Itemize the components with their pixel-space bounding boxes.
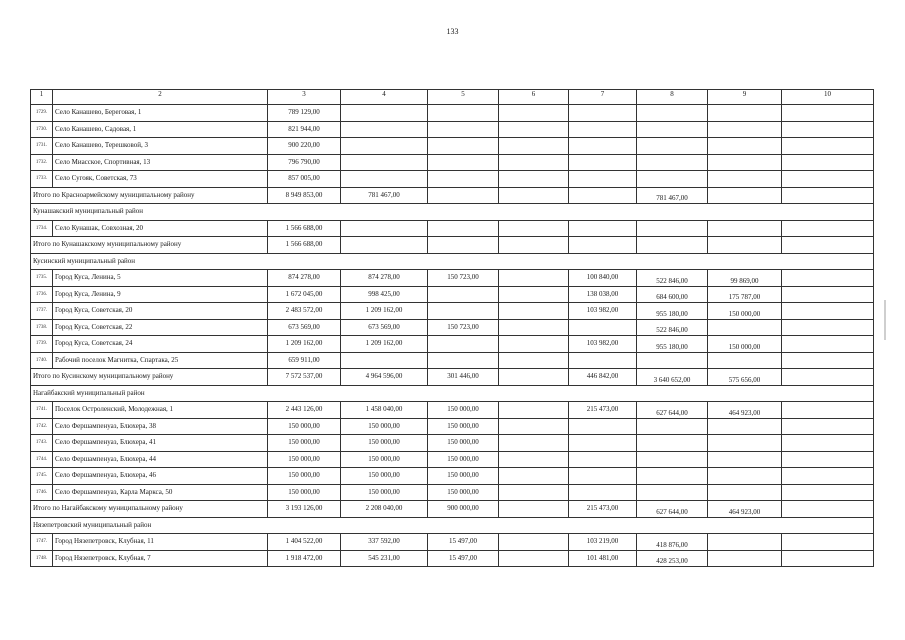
value-cell: 2 443 126,00 xyxy=(268,402,341,419)
value-cell xyxy=(637,237,708,254)
value-cell: 781 467,00 xyxy=(637,187,708,204)
value-cell: 684 600,00 xyxy=(637,286,708,303)
table-row xyxy=(31,402,874,419)
value-cell xyxy=(782,171,874,188)
total-row xyxy=(31,187,874,204)
value-cell xyxy=(499,484,569,501)
value-cell xyxy=(637,138,708,155)
value-cell xyxy=(428,105,499,122)
address-cell: Город Куса, Ленина, 9 xyxy=(53,286,268,303)
value-cell: 215 473,00 xyxy=(569,402,637,419)
value-cell: 796 790,00 xyxy=(268,154,341,171)
table-row xyxy=(31,319,874,336)
value-cell: 175 787,00 xyxy=(708,286,782,303)
table-row xyxy=(31,220,874,237)
value-cell: 150 000,00 xyxy=(428,468,499,485)
row-number: 1747. xyxy=(31,534,53,551)
table-row xyxy=(31,303,874,320)
row-number: 1730. xyxy=(31,121,53,138)
value-cell xyxy=(569,352,637,369)
address-cell: Город Нязепетровск, Клубная, 7 xyxy=(53,550,268,567)
value-cell: 150 723,00 xyxy=(428,319,499,336)
value-cell: 99 869,00 xyxy=(708,270,782,287)
address-cell: Поселок Остроленский, Молодежная, 1 xyxy=(53,402,268,419)
address-cell: Село Канашево, Терешковой, 3 xyxy=(53,138,268,155)
value-cell xyxy=(782,303,874,320)
value-cell: 1 672 045,00 xyxy=(268,286,341,303)
value-cell: 900 000,00 xyxy=(428,501,499,518)
address-cell: Город Куса, Ленина, 5 xyxy=(53,270,268,287)
value-cell xyxy=(637,171,708,188)
value-cell: 3 193 126,00 xyxy=(268,501,341,518)
value-cell xyxy=(499,187,569,204)
column-header: 9 xyxy=(708,90,782,105)
value-cell: 874 278,00 xyxy=(341,270,428,287)
value-cell xyxy=(569,468,637,485)
value-cell xyxy=(428,352,499,369)
row-number: 1740. xyxy=(31,352,53,369)
value-cell: 150 000,00 xyxy=(268,484,341,501)
value-cell: 150 000,00 xyxy=(708,336,782,353)
table-row xyxy=(31,286,874,303)
value-cell xyxy=(782,435,874,452)
value-cell xyxy=(708,550,782,567)
value-cell: 103 219,00 xyxy=(569,534,637,551)
value-cell: 4 964 596,00 xyxy=(341,369,428,386)
value-cell xyxy=(782,336,874,353)
value-cell: 464 923,00 xyxy=(708,402,782,419)
value-cell xyxy=(499,550,569,567)
value-cell: 673 569,00 xyxy=(268,319,341,336)
value-cell xyxy=(708,352,782,369)
value-cell xyxy=(637,435,708,452)
value-cell xyxy=(708,105,782,122)
value-cell xyxy=(708,121,782,138)
value-cell xyxy=(341,121,428,138)
value-cell: 673 569,00 xyxy=(341,319,428,336)
row-number: 1742. xyxy=(31,418,53,435)
value-cell xyxy=(569,187,637,204)
value-cell xyxy=(499,451,569,468)
value-cell xyxy=(782,501,874,518)
value-cell xyxy=(782,468,874,485)
address-cell: Село Фершампенуаз, Блюхера, 46 xyxy=(53,468,268,485)
value-cell xyxy=(782,270,874,287)
value-cell xyxy=(708,187,782,204)
value-cell: 8 949 853,00 xyxy=(268,187,341,204)
value-cell xyxy=(428,286,499,303)
row-number: 1733. xyxy=(31,171,53,188)
value-cell xyxy=(782,369,874,386)
value-cell: 150 000,00 xyxy=(428,435,499,452)
value-cell xyxy=(499,534,569,551)
total-label: Итого по Кусинскому муниципальному району xyxy=(31,369,268,386)
value-cell xyxy=(782,484,874,501)
column-header: 8 xyxy=(637,90,708,105)
address-cell: Рабочий поселок Магнитка, Спартака, 25 xyxy=(53,352,268,369)
value-cell xyxy=(569,451,637,468)
value-cell xyxy=(637,451,708,468)
total-row xyxy=(31,369,874,386)
value-cell xyxy=(708,451,782,468)
value-cell: 464 923,00 xyxy=(708,501,782,518)
value-cell: 1 209 162,00 xyxy=(341,303,428,320)
value-cell: 138 038,00 xyxy=(569,286,637,303)
value-cell xyxy=(782,105,874,122)
section-row xyxy=(31,204,874,221)
value-cell xyxy=(637,352,708,369)
value-cell xyxy=(341,154,428,171)
value-cell: 150 000,00 xyxy=(708,303,782,320)
value-cell: 627 644,00 xyxy=(637,402,708,419)
value-cell: 522 846,00 xyxy=(637,270,708,287)
row-number: 1731. xyxy=(31,138,53,155)
value-cell xyxy=(782,286,874,303)
table-row xyxy=(31,435,874,452)
value-cell xyxy=(499,171,569,188)
value-cell xyxy=(708,418,782,435)
table-row xyxy=(31,534,874,551)
value-cell xyxy=(782,402,874,419)
value-cell xyxy=(782,220,874,237)
value-cell xyxy=(637,154,708,171)
value-cell: 428 253,00 xyxy=(637,550,708,567)
row-number: 1746. xyxy=(31,484,53,501)
total-label: Итого по Красноармейскому муниципальному району xyxy=(31,187,268,204)
value-cell xyxy=(637,220,708,237)
value-cell xyxy=(499,237,569,254)
value-cell xyxy=(782,121,874,138)
value-cell: 2 483 572,00 xyxy=(268,303,341,320)
scan-artifact xyxy=(884,300,886,340)
value-cell xyxy=(569,121,637,138)
value-cell xyxy=(341,138,428,155)
table-row xyxy=(31,105,874,122)
value-cell: 857 005,00 xyxy=(268,171,341,188)
value-cell xyxy=(708,435,782,452)
value-cell: 7 572 537,00 xyxy=(268,369,341,386)
row-number: 1744. xyxy=(31,451,53,468)
value-cell xyxy=(708,171,782,188)
value-cell: 301 446,00 xyxy=(428,369,499,386)
value-cell: 789 129,00 xyxy=(268,105,341,122)
value-cell xyxy=(428,154,499,171)
table-row xyxy=(31,484,874,501)
value-cell: 150 000,00 xyxy=(341,451,428,468)
value-cell xyxy=(782,418,874,435)
value-cell xyxy=(341,220,428,237)
value-cell: 1 209 162,00 xyxy=(341,336,428,353)
value-cell xyxy=(569,484,637,501)
row-number: 1732. xyxy=(31,154,53,171)
value-cell xyxy=(428,121,499,138)
address-cell: Село Фершампенуаз, Карла Маркса, 50 xyxy=(53,484,268,501)
value-cell xyxy=(428,187,499,204)
column-header: 5 xyxy=(428,90,499,105)
value-cell xyxy=(428,220,499,237)
value-cell xyxy=(782,451,874,468)
value-cell xyxy=(499,402,569,419)
value-cell xyxy=(708,154,782,171)
value-cell xyxy=(708,534,782,551)
value-cell: 150 723,00 xyxy=(428,270,499,287)
value-cell: 337 592,00 xyxy=(341,534,428,551)
section-row xyxy=(31,385,874,402)
table-row xyxy=(31,352,874,369)
address-cell: Город Нязепетровск, Клубная, 11 xyxy=(53,534,268,551)
value-cell: 545 231,00 xyxy=(341,550,428,567)
address-cell: Село Сугояк, Советская, 73 xyxy=(53,171,268,188)
value-cell xyxy=(499,319,569,336)
row-number: 1739. xyxy=(31,336,53,353)
value-cell xyxy=(782,154,874,171)
row-number: 1741. xyxy=(31,402,53,419)
value-cell: 2 208 040,00 xyxy=(341,501,428,518)
value-cell xyxy=(499,121,569,138)
value-cell: 150 000,00 xyxy=(268,418,341,435)
value-cell xyxy=(782,187,874,204)
address-cell: Село Канашево, Садовая, 1 xyxy=(53,121,268,138)
value-cell xyxy=(428,237,499,254)
value-cell xyxy=(499,501,569,518)
value-cell: 100 840,00 xyxy=(569,270,637,287)
section-title: Кунашакский муниципальный район xyxy=(31,204,874,221)
value-cell xyxy=(499,352,569,369)
value-cell: 150 000,00 xyxy=(428,402,499,419)
row-number: 1738. xyxy=(31,319,53,336)
address-cell: Село Кунашак, Совхозная, 20 xyxy=(53,220,268,237)
address-cell: Село Фершампенуаз, Блюхера, 44 xyxy=(53,451,268,468)
value-cell xyxy=(637,121,708,138)
value-cell xyxy=(341,171,428,188)
value-cell xyxy=(708,237,782,254)
address-cell: Город Куса, Советская, 24 xyxy=(53,336,268,353)
header-row xyxy=(31,90,874,105)
value-cell: 522 846,00 xyxy=(637,319,708,336)
value-cell xyxy=(341,352,428,369)
row-number: 1735. xyxy=(31,270,53,287)
address-cell: Село Фершампенуаз, Блюхера, 38 xyxy=(53,418,268,435)
value-cell: 103 982,00 xyxy=(569,303,637,320)
value-cell: 150 000,00 xyxy=(428,484,499,501)
table-row xyxy=(31,451,874,468)
value-cell xyxy=(428,138,499,155)
row-number: 1736. xyxy=(31,286,53,303)
value-cell: 955 180,00 xyxy=(637,336,708,353)
page-number: 133 xyxy=(446,27,459,36)
value-cell: 150 000,00 xyxy=(341,418,428,435)
value-cell xyxy=(428,303,499,320)
value-cell: 3 640 652,00 xyxy=(637,369,708,386)
value-cell xyxy=(499,220,569,237)
section-title: Кусинский муниципальный район xyxy=(31,253,874,270)
value-cell: 150 000,00 xyxy=(428,451,499,468)
value-cell xyxy=(637,484,708,501)
value-cell: 418 876,00 xyxy=(637,534,708,551)
value-cell: 1 209 162,00 xyxy=(268,336,341,353)
value-cell xyxy=(637,468,708,485)
value-cell: 1 458 040,00 xyxy=(341,402,428,419)
value-cell: 101 481,00 xyxy=(569,550,637,567)
value-cell xyxy=(428,171,499,188)
value-cell: 15 497,00 xyxy=(428,534,499,551)
table-row xyxy=(31,418,874,435)
value-cell: 575 656,00 xyxy=(708,369,782,386)
column-header: 2 xyxy=(53,90,268,105)
address-cell: Город Куса, Советская, 20 xyxy=(53,303,268,320)
value-cell xyxy=(569,138,637,155)
total-label: Итого по Кунашакскому муниципальному району xyxy=(31,237,268,254)
value-cell xyxy=(708,468,782,485)
value-cell: 1 566 688,00 xyxy=(268,220,341,237)
value-cell xyxy=(569,154,637,171)
table-row xyxy=(31,121,874,138)
table-row xyxy=(31,171,874,188)
value-cell xyxy=(499,286,569,303)
value-cell xyxy=(499,468,569,485)
value-cell: 900 220,00 xyxy=(268,138,341,155)
value-cell xyxy=(708,484,782,501)
value-cell xyxy=(569,171,637,188)
section-row xyxy=(31,253,874,270)
value-cell xyxy=(499,303,569,320)
column-header: 6 xyxy=(499,90,569,105)
value-cell xyxy=(569,237,637,254)
row-number: 1737. xyxy=(31,303,53,320)
value-cell xyxy=(569,418,637,435)
address-cell: Село Канашево, Береговая, 1 xyxy=(53,105,268,122)
value-cell: 1 918 472,00 xyxy=(268,550,341,567)
column-header: 10 xyxy=(782,90,874,105)
value-cell xyxy=(428,336,499,353)
total-row xyxy=(31,501,874,518)
column-header: 1 xyxy=(31,90,53,105)
value-cell: 150 000,00 xyxy=(268,435,341,452)
value-cell xyxy=(637,105,708,122)
value-cell xyxy=(708,319,782,336)
section-row xyxy=(31,517,874,534)
column-header: 3 xyxy=(268,90,341,105)
value-cell: 446 842,00 xyxy=(569,369,637,386)
value-cell: 659 911,00 xyxy=(268,352,341,369)
table-row xyxy=(31,336,874,353)
value-cell xyxy=(569,220,637,237)
section-title: Нагайбакский муниципальный район xyxy=(31,385,874,402)
address-cell: Село Фершампенуаз, Блюхера, 41 xyxy=(53,435,268,452)
column-header: 7 xyxy=(569,90,637,105)
value-cell: 781 467,00 xyxy=(341,187,428,204)
total-row xyxy=(31,237,874,254)
value-cell xyxy=(782,534,874,551)
value-cell xyxy=(341,105,428,122)
value-cell xyxy=(499,435,569,452)
row-number: 1748. xyxy=(31,550,53,567)
row-number: 1729. xyxy=(31,105,53,122)
value-cell xyxy=(569,319,637,336)
value-cell xyxy=(569,435,637,452)
data-table xyxy=(30,89,874,567)
value-cell: 15 497,00 xyxy=(428,550,499,567)
value-cell xyxy=(341,237,428,254)
table-row xyxy=(31,550,874,567)
value-cell xyxy=(708,220,782,237)
value-cell xyxy=(499,369,569,386)
value-cell: 627 644,00 xyxy=(637,501,708,518)
value-cell xyxy=(499,270,569,287)
value-cell: 955 180,00 xyxy=(637,303,708,320)
value-cell xyxy=(782,352,874,369)
row-number: 1743. xyxy=(31,435,53,452)
value-cell xyxy=(499,418,569,435)
value-cell: 150 000,00 xyxy=(341,435,428,452)
value-cell xyxy=(637,418,708,435)
value-cell xyxy=(499,336,569,353)
table-row xyxy=(31,270,874,287)
value-cell xyxy=(569,105,637,122)
table-row xyxy=(31,154,874,171)
value-cell xyxy=(782,550,874,567)
value-cell: 150 000,00 xyxy=(428,418,499,435)
value-cell: 103 982,00 xyxy=(569,336,637,353)
value-cell: 874 278,00 xyxy=(268,270,341,287)
value-cell xyxy=(782,237,874,254)
value-cell xyxy=(499,105,569,122)
row-number: 1734. xyxy=(31,220,53,237)
value-cell xyxy=(782,319,874,336)
column-header: 4 xyxy=(341,90,428,105)
table-row xyxy=(31,138,874,155)
value-cell: 821 944,00 xyxy=(268,121,341,138)
value-cell: 1 404 522,00 xyxy=(268,534,341,551)
value-cell: 1 566 688,00 xyxy=(268,237,341,254)
address-cell: Город Куса, Советская, 22 xyxy=(53,319,268,336)
value-cell: 998 425,00 xyxy=(341,286,428,303)
row-number: 1745. xyxy=(31,468,53,485)
value-cell xyxy=(499,138,569,155)
address-cell: Село Миасское, Спортивная, 13 xyxy=(53,154,268,171)
section-title: Нязепетровский муниципальный район xyxy=(31,517,874,534)
total-label: Итого по Нагайбакскому муниципальному району xyxy=(31,501,268,518)
value-cell xyxy=(782,138,874,155)
value-cell: 150 000,00 xyxy=(341,468,428,485)
table-row xyxy=(31,468,874,485)
value-cell: 150 000,00 xyxy=(341,484,428,501)
value-cell: 150 000,00 xyxy=(268,451,341,468)
value-cell xyxy=(708,138,782,155)
value-cell xyxy=(499,154,569,171)
value-cell: 150 000,00 xyxy=(268,468,341,485)
value-cell: 215 473,00 xyxy=(569,501,637,518)
